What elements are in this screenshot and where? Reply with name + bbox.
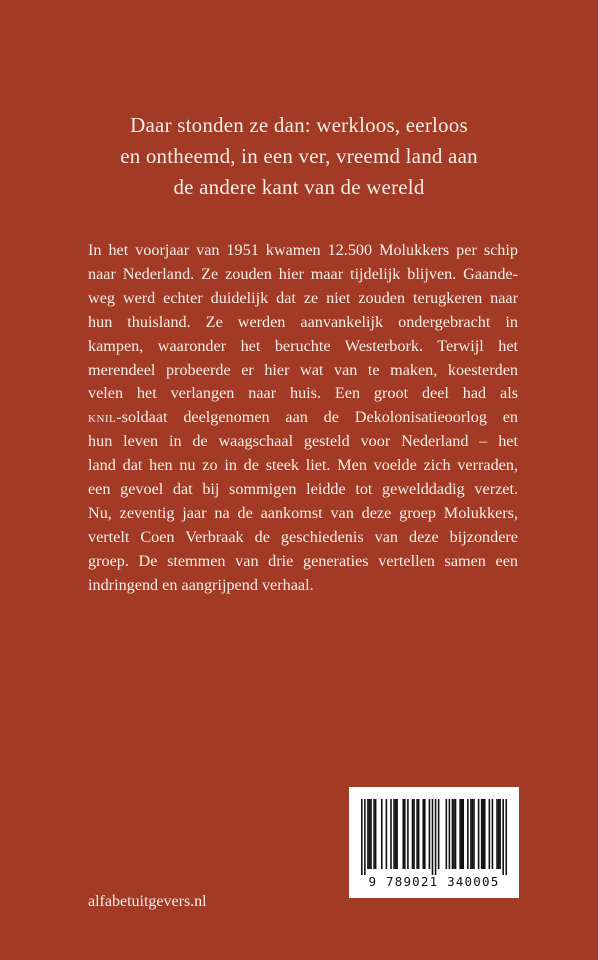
barcode-bar (435, 799, 437, 875)
barcode-bar (505, 799, 507, 875)
barcode-bar (390, 799, 392, 869)
blurb-line: land dat hen nu zo in de steek liet. Men voelde zich verraden, (88, 456, 518, 475)
barcode-bar (446, 799, 448, 869)
blurb-line: naar Nederland. Ze zouden hier maar tijdelijk blijven. Gaande- (88, 264, 518, 283)
barcode-bar (459, 799, 461, 869)
barcode-bar (473, 799, 475, 869)
barcode-bar (416, 799, 418, 869)
barcode-bar (492, 799, 494, 869)
barcode-digits: 9 789021 340005 (368, 874, 500, 889)
tagline-line-1: Daar stonden ze dan: werkloos, eerloos (130, 113, 468, 137)
blurb-line: hun leven in de waagschaal gesteld voor Nederland – het (88, 432, 518, 451)
blurb-line: Nu, zeventig jaar na de aankomst van deze groep Molukkers, (88, 503, 518, 522)
blurb-line: weg werd echter duidelijk dat ze niet zouden terugkeren naar (88, 288, 518, 307)
blurb-line-knil (88, 406, 518, 430)
barcode-bar (502, 799, 504, 875)
barcode-bar (393, 799, 395, 869)
barcode-bar (413, 799, 415, 869)
barcode-bar (424, 799, 426, 869)
barcode-bar (499, 799, 501, 869)
barcode-bar (375, 799, 377, 869)
barcode-bar (498, 799, 500, 869)
barcode-bar (489, 799, 491, 869)
barcode-bar (472, 799, 474, 869)
barcode-bar (429, 799, 431, 869)
barcode-bar (461, 799, 463, 869)
barcode-bar (361, 799, 363, 875)
barcode-bar (402, 799, 404, 869)
tagline (0, 110, 598, 203)
barcode-bar (370, 799, 372, 869)
barcode-bar (481, 799, 483, 869)
barcode-bar (367, 799, 369, 869)
barcode-bar (396, 799, 398, 869)
blurb-line: velen het verlangen naar huis. Een groot deel had als (88, 384, 518, 403)
barcode-bar (395, 799, 397, 869)
blurb-line: kampen, waaronder het beruchte Westerbork. Terwijl het (88, 336, 518, 355)
tagline-line-2: en ontheemd, in een ver, vreemd land aan (120, 144, 478, 168)
barcode-bar (452, 799, 454, 869)
barcode-bar (364, 799, 366, 875)
barcode-bar (496, 799, 498, 869)
barcode-bar (422, 799, 424, 869)
barcode-box (349, 787, 519, 898)
barcode-bar (478, 799, 480, 869)
barcode-bar (453, 799, 455, 869)
barcode-bar (482, 799, 484, 869)
barcode-bar (438, 799, 440, 869)
barcode-bar (467, 799, 469, 869)
blurb-line: een gevoel dat bij sommigen leidde tot gewelddadig verzet. (88, 480, 518, 499)
barcode-bar (407, 799, 409, 869)
barcode-bar (412, 799, 414, 869)
barcode-bar (386, 799, 388, 869)
barcode-bar (470, 799, 472, 869)
blurb-line: groep. De stemmen van drie generaties vertellen samen een (88, 551, 518, 570)
knil-abbreviation: knil (88, 408, 117, 427)
barcode-bar (418, 799, 420, 869)
blurb-line-rest: -soldaat deelgenomen aan de Dekolonisatieoorlog en (116, 408, 518, 427)
tagline-line-3: de andere kant van de wereld (173, 175, 425, 199)
barcode-bar (373, 799, 375, 869)
barcode-bar (484, 799, 486, 869)
blurb (88, 239, 518, 598)
blurb-line: indringend en aangrijpend verhaal. (88, 575, 314, 594)
blurb-line: merendeel probeerde er hier wat van te maken, koesterden (88, 360, 518, 379)
barcode-bar (449, 799, 451, 869)
barcode-bar (404, 799, 406, 869)
barcode-bars (361, 799, 507, 875)
blurb-line: hun thuisland. Ze werden aanvankelijk ondergebracht in (88, 312, 518, 331)
publisher-url[interactable]: alfabetuitgevers.nl (88, 893, 207, 910)
barcode-bar (462, 799, 464, 869)
barcode-bar (455, 799, 457, 869)
barcode-bar (432, 799, 434, 875)
blurb-line: In het voorjaar van 1951 kwamen 12.500 Molukkers per schip (88, 241, 518, 259)
blurb-line: vertelt Coen Verbraak de geschiedenis van deze bijzondere (88, 527, 518, 546)
barcode-bar (381, 799, 383, 869)
barcode-bar (369, 799, 371, 869)
